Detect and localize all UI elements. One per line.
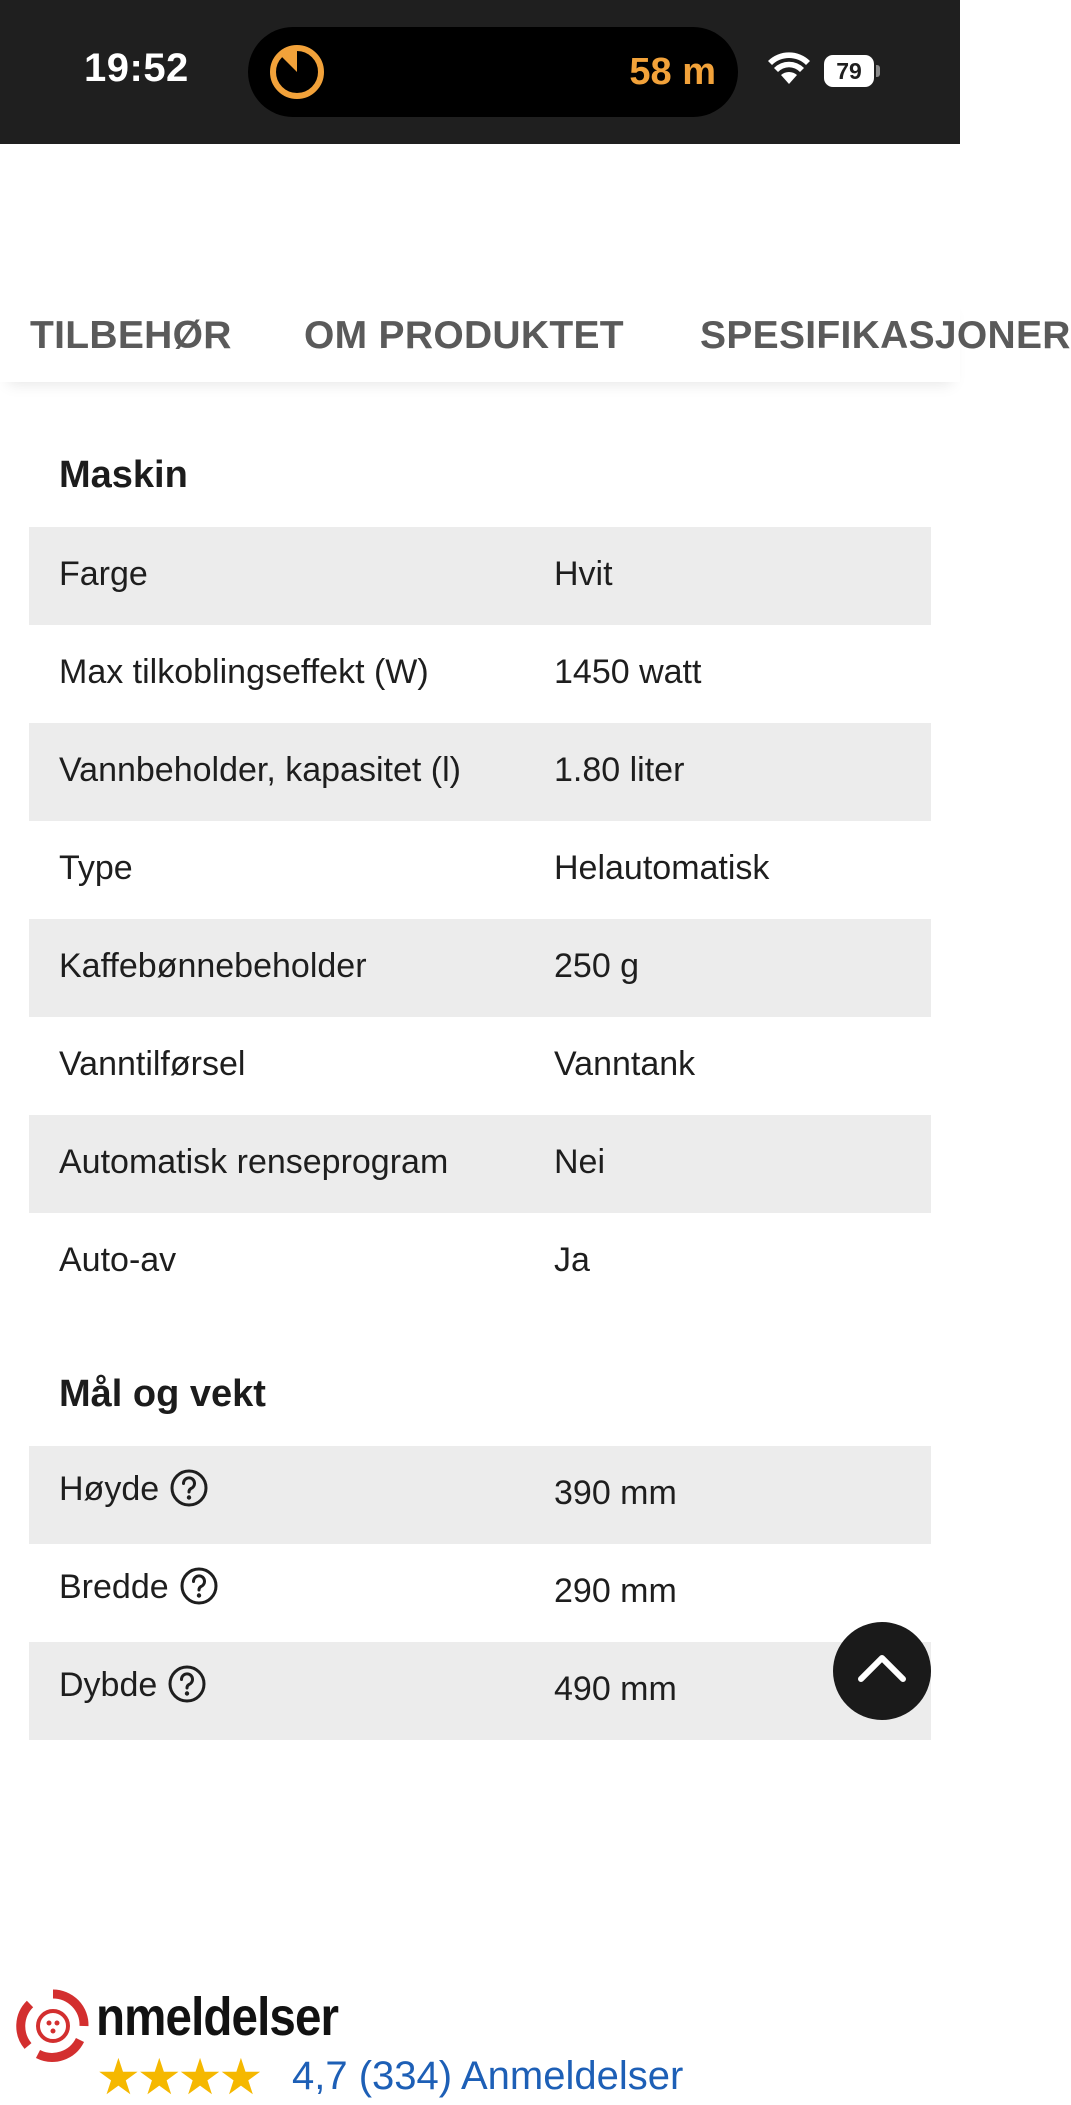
star-icon: ★ [218, 2049, 264, 2105]
product-tabs [0, 296, 1071, 382]
tab-tilbehor[interactable]: TILBEHØR [30, 314, 232, 357]
spec-value: 490 mm [554, 1670, 677, 1708]
spec-value: Vanntank [554, 1045, 696, 1083]
section-title-maskin: Maskin [59, 454, 188, 496]
reviews-link[interactable]: 4,7 (334) Anmeldelser [292, 2054, 684, 2098]
spec-value: 250 g [554, 947, 640, 985]
tab-om-produktet[interactable]: OM PRODUKTET [304, 314, 624, 357]
spec-value: 290 mm [554, 1572, 677, 1610]
spec-value: 1.80 liter [554, 751, 685, 789]
table-row [29, 919, 931, 1017]
spec-value: Ja [554, 1241, 590, 1279]
spec-label: Dybde [59, 1666, 158, 1704]
section-title-mal-og-vekt: Mål og vekt [59, 1373, 266, 1415]
spec-label: Type [59, 849, 133, 887]
table-row [29, 821, 931, 919]
scroll-to-top-button[interactable] [833, 1622, 931, 1720]
table-row [29, 625, 931, 723]
activity-label: 58 m [629, 51, 716, 93]
table-row [29, 1642, 931, 1740]
spec-table-mal-og-vekt [29, 1446, 931, 1740]
wifi-icon [768, 52, 810, 86]
timer-icon [268, 43, 326, 101]
spec-label: Auto-av [59, 1241, 177, 1279]
spec-label-wrap [59, 1666, 207, 1705]
spec-label: Høyde [59, 1470, 160, 1508]
chevron-up-icon [857, 1649, 907, 1685]
table-row [29, 1115, 931, 1213]
brand-logo-icon [18, 1990, 88, 2062]
spec-value: Hvit [554, 555, 613, 593]
help-icon[interactable] [167, 1664, 207, 1704]
rating-stars [96, 2049, 264, 2105]
tab-spesifikasjoner[interactable]: SPESIFIKASJONER [700, 314, 1071, 357]
battery-level: 79 [824, 55, 874, 87]
help-icon[interactable] [179, 1566, 219, 1606]
table-row [29, 527, 931, 625]
status-bar [0, 0, 960, 144]
spec-value: 1450 watt [554, 653, 702, 691]
spec-table-maskin [29, 527, 931, 1311]
spec-label: Vanntilførsel [59, 1045, 246, 1083]
spec-label: Max tilkoblingseffekt (W) [59, 653, 429, 691]
spec-label: Automatisk renseprogram [59, 1143, 449, 1181]
status-time: 19:52 [84, 46, 189, 90]
table-row [29, 1213, 931, 1311]
spec-label: Kaffebønnebeholder [59, 947, 367, 985]
reviews-heading: nmeldelser [96, 1987, 339, 2047]
table-row [29, 1544, 931, 1642]
dynamic-island[interactable] [248, 27, 738, 117]
spec-label: Bredde [59, 1568, 169, 1606]
table-row [29, 1017, 931, 1115]
help-icon[interactable] [169, 1468, 209, 1508]
battery-icon [824, 55, 880, 87]
table-row [29, 1446, 931, 1544]
spec-value: 390 mm [554, 1474, 677, 1512]
star-icon: ★ [177, 2049, 223, 2105]
spec-label-wrap [59, 1568, 219, 1607]
spec-value: Nei [554, 1143, 606, 1181]
spec-value: Helautomatisk [554, 849, 770, 887]
star-icon: ★ [96, 2049, 141, 2105]
spec-label: Farge [59, 555, 148, 593]
star-icon: ★ [136, 2049, 182, 2105]
battery-tip [876, 65, 880, 77]
table-row [29, 723, 931, 821]
spec-label-wrap [59, 1470, 209, 1509]
spec-label: Vannbeholder, kapasitet (l) [59, 751, 461, 789]
